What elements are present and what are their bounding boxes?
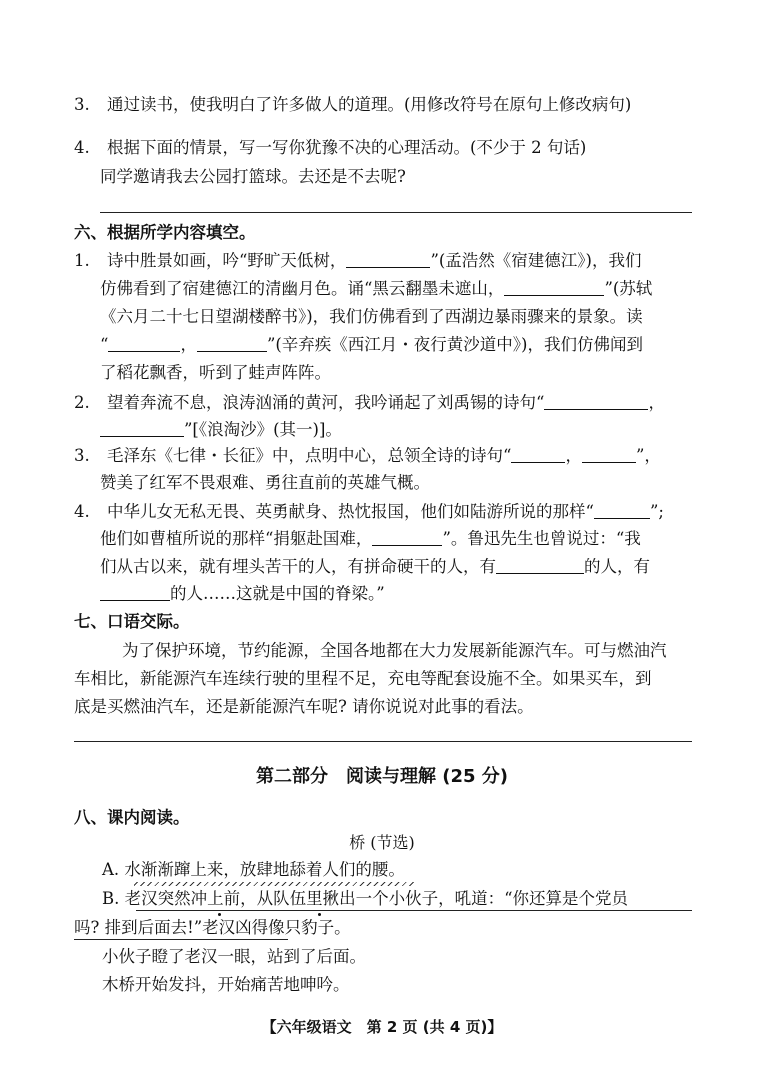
item-text: 们从古以来，就有埋头苦干的人，有拼命硬干的人，有 bbox=[100, 557, 496, 576]
item-text: ”， bbox=[635, 446, 661, 465]
fill-blank[interactable] bbox=[582, 446, 636, 463]
item-text: ， bbox=[565, 446, 582, 465]
sentence-b-line1: B. 老汉突然冲上前，从队伍里揪出一个小伙子，吼道：“你还算是个党员 bbox=[102, 889, 629, 908]
fill-blank[interactable] bbox=[496, 557, 584, 574]
section6-item-1-line5: 了稻花飘香，听到了蛙声阵阵。 bbox=[100, 363, 331, 382]
emphasis-dot bbox=[318, 913, 321, 916]
section-8-title: 八、课内阅读。 bbox=[74, 808, 190, 827]
item-number: 2. bbox=[74, 393, 90, 412]
question-text: 根据下面的情景，写一写你犹豫不决的心理活动。(不少于 2 句话) bbox=[107, 138, 587, 157]
sentence-b-line2: 吗? 排到后面去!”老汉凶得像只豹子。 bbox=[74, 918, 351, 937]
fill-blank[interactable] bbox=[594, 502, 650, 519]
item-text: ”。鲁迅先生也曾说过：“我 bbox=[442, 529, 641, 548]
item-text: ”(辛弃疾《西江月・夜行黄沙道中》)，我们仿佛闻到 bbox=[266, 335, 643, 354]
item-text: 诗中胜景如画，吟“野旷天低树， bbox=[107, 251, 347, 270]
fill-blank[interactable] bbox=[372, 529, 442, 546]
section-6-title: 六、根据所学内容填空。 bbox=[74, 223, 256, 242]
section6-item-4-line2 bbox=[100, 528, 641, 550]
item-text: ， bbox=[180, 335, 197, 354]
question-4 bbox=[74, 137, 586, 159]
item-text: ”(苏轼 bbox=[604, 279, 653, 298]
item-text: ， bbox=[648, 393, 665, 412]
wavy-underline bbox=[134, 882, 414, 886]
section7-paragraph-line2: 车相比，新能源汽车连续行驶的里程不足，充电等配套设施不全。如果买车，到 bbox=[74, 669, 652, 688]
fill-blank[interactable] bbox=[100, 420, 184, 437]
item-text: 毛泽东《七律・长征》中，点明中心，总领全诗的诗句“ bbox=[107, 446, 512, 465]
item-number: 3. bbox=[74, 446, 90, 465]
section6-item-2-line1 bbox=[74, 392, 665, 414]
fill-blank[interactable] bbox=[511, 446, 565, 463]
section-divider bbox=[74, 741, 692, 742]
section6-item-1-line4 bbox=[100, 334, 643, 356]
fill-blank[interactable] bbox=[100, 584, 170, 601]
section6-item-4-line3 bbox=[100, 556, 650, 578]
section6-item-4-line1 bbox=[74, 501, 664, 523]
question-number: 3. bbox=[74, 95, 90, 114]
question-4-scene: 同学邀请我去公园打篮球。去还是不去呢? bbox=[100, 167, 406, 186]
item-text: 他们如曹植所说的那样“捐躯赴国难， bbox=[100, 529, 373, 548]
item-text: “ bbox=[100, 335, 109, 354]
passage-title: 桥 (节选) bbox=[349, 833, 415, 852]
passage-line: 小伙子瞪了老汉一眼，站到了后面。 bbox=[102, 947, 366, 966]
answer-line[interactable] bbox=[100, 212, 692, 213]
underline bbox=[74, 939, 288, 940]
item-text: 的人，有 bbox=[584, 557, 650, 576]
passage-line: 木桥开始发抖，开始痛苦地呻吟。 bbox=[102, 975, 350, 994]
section6-item-1-line1 bbox=[74, 250, 642, 272]
fill-blank[interactable] bbox=[108, 335, 180, 352]
item-text: ”; bbox=[649, 502, 664, 521]
question-3 bbox=[74, 94, 631, 116]
underline bbox=[136, 910, 692, 911]
emphasis-dot bbox=[218, 913, 221, 916]
section7-paragraph-line1: 为了保护环境，节约能源，全国各地都在大力发展新能源汽车。可与燃油汽 bbox=[122, 641, 667, 660]
fill-blank[interactable] bbox=[346, 251, 430, 268]
fill-blank[interactable] bbox=[544, 393, 648, 410]
item-text: ”(孟浩然《宿建德江》)，我们 bbox=[430, 251, 642, 270]
section6-item-3-line1 bbox=[74, 445, 661, 467]
section6-item-4-line4 bbox=[100, 583, 385, 605]
item-number: 4. bbox=[74, 502, 90, 521]
question-text: 通过读书，使我明白了许多做人的道理。(用修改符号在原句上修改病句) bbox=[107, 95, 632, 114]
part-2-title: 第二部分 阅读与理解 (25 分) bbox=[255, 766, 509, 787]
section6-item-1-line3: 《六月二十七日望湖楼醉书》)，我们仿佛看到了西湖边暴雨骤来的景象。读 bbox=[100, 307, 643, 326]
item-text: 望着奔流不息，浪涛汹涌的黄河，我吟诵起了刘禹锡的诗句“ bbox=[107, 393, 545, 412]
section6-item-3-line2: 赞美了红军不畏艰难、勇往直前的英雄气概。 bbox=[100, 473, 430, 492]
section7-paragraph-line3: 底是买燃油汽车，还是新能源汽车呢? 请你说说对此事的看法。 bbox=[74, 697, 534, 716]
fill-blank[interactable] bbox=[197, 335, 267, 352]
section6-item-2-line2 bbox=[100, 419, 342, 441]
section-7-title: 七、口语交际。 bbox=[74, 612, 190, 631]
item-text: 仿佛看到了宿建德江的清幽月色。诵“黑云翻墨未遮山， bbox=[100, 279, 505, 298]
item-text: 中华儿女无私无畏、英勇献身、热忱报国，他们如陆游所说的那样“ bbox=[107, 502, 594, 521]
page-footer: 【六年级语文 第 2 页 (共 4 页)】 bbox=[261, 1018, 503, 1036]
sentence-a: A. 水渐渐蹿上来，放肆地舔着人们的腰。 bbox=[102, 860, 405, 879]
question-number: 4. bbox=[74, 138, 90, 157]
item-number: 1. bbox=[74, 251, 90, 270]
fill-blank[interactable] bbox=[504, 279, 604, 296]
item-text: 的人……这就是中国的脊梁。” bbox=[170, 584, 385, 603]
item-text: ”[《浪淘沙》(其一)]。 bbox=[184, 420, 342, 439]
section6-item-1-line2 bbox=[100, 278, 652, 300]
